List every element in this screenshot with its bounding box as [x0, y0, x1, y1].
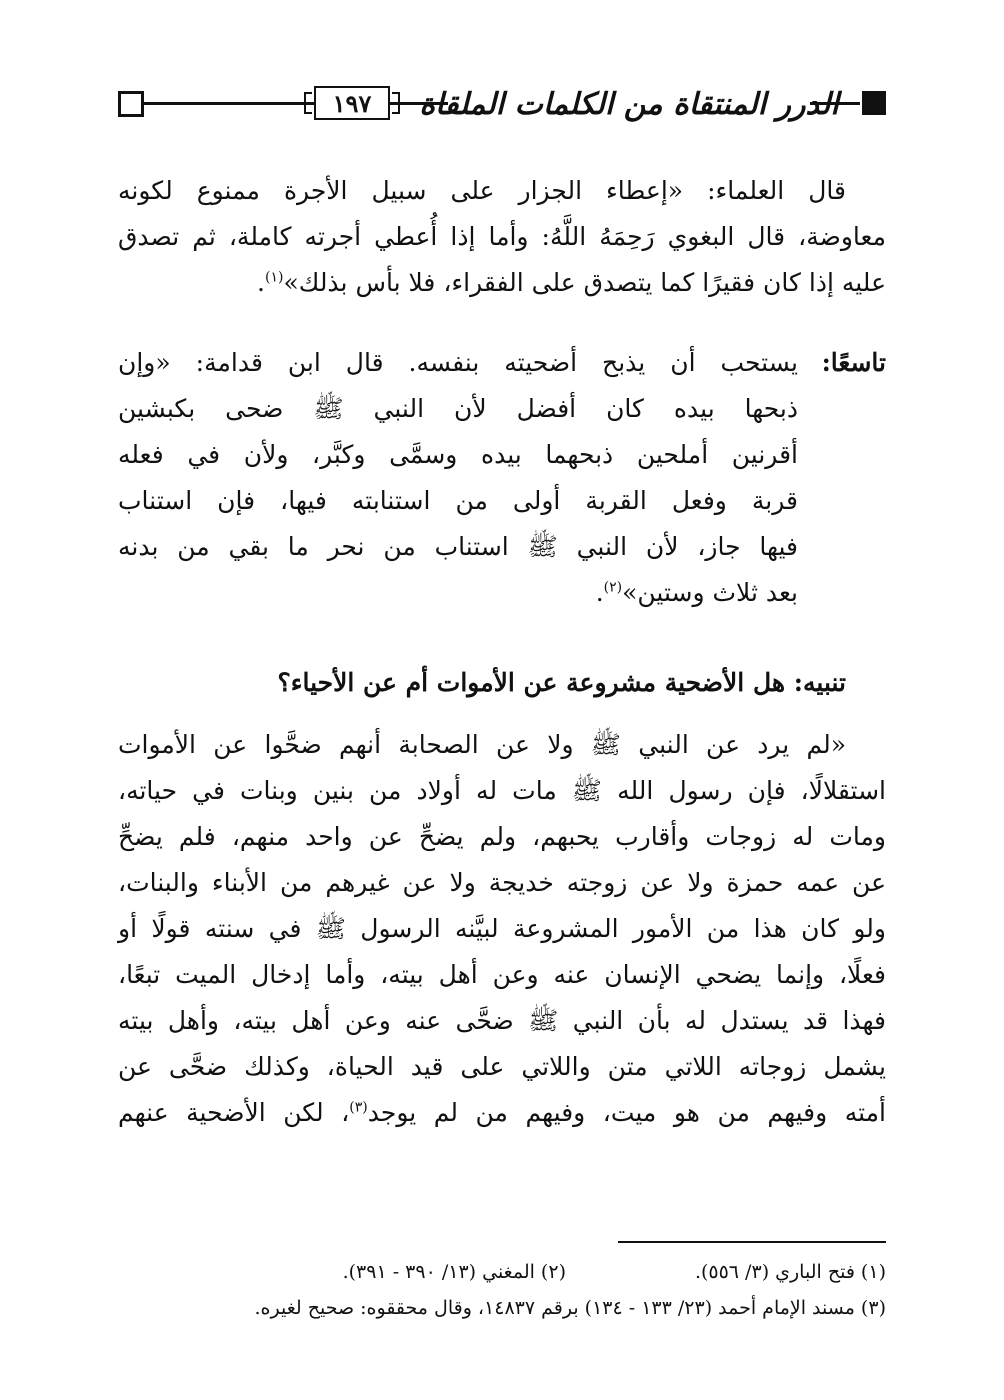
text-line: فهذا قد يستدل له بأن النبي ﷺ ضحَّى عنه وعن أهل بيته، وأهل بيته	[118, 1006, 886, 1035]
text-line: قربة وفعل القربة أولى من استنابته فيها، فإن استناب	[118, 486, 798, 515]
text-line: بعد ثلاث وستين»$^{(٢)}$.	[595, 578, 798, 607]
footnote-ref-2: (٢)	[603, 579, 623, 596]
text-line: ذبحها بيده كان أفضل لأن النبي ﷺ ضحى بكبشين	[118, 394, 798, 423]
footnote-ref-1: (١)	[264, 269, 284, 286]
section-label: تاسعًا:	[821, 348, 886, 377]
footnote-separator	[618, 1241, 886, 1243]
text-line: معاوضة، قال البغوي رَحِمَهُ اللَّهُ: وأما إذا أُعطي أجرته كاملة، ثم تصدق	[118, 222, 886, 251]
footnote-1: (١) فتح الباري (٣/ ٥٥٦).	[694, 1261, 886, 1283]
footnote-3: (٣) مسند الإمام أحمد (٢٣/ ١٣٣ - ١٣٤) برقم ١٤٨٣٧، وقال محققوه: صحيح لغيره.	[254, 1297, 886, 1319]
text-line: فيها جاز، لأن النبي ﷺ استناب من نحر ما بقي من بدنه	[118, 532, 798, 561]
header-rule-left	[138, 102, 314, 105]
text-line: فعلًا، وإنما يضحي الإنسان عنه وعن أهل بيته، وأما إدخال الميت تبعًا،	[118, 960, 886, 989]
paragraph-udhiya-dead	[118, 722, 886, 1136]
text-segment: ، لكن الأضحية عنهم	[118, 1098, 350, 1127]
page-number: ١٩٧	[314, 86, 390, 120]
footnote-ref-3: (٣)	[349, 1099, 368, 1116]
text-segment: بعد ثلاث وستين»	[622, 578, 798, 607]
footnote-row	[118, 1254, 886, 1290]
text-line: أقرنين أملحين ذبحهما بيده وسمَّى وكبَّر، ولأن في فعله	[118, 440, 798, 469]
section-body	[118, 340, 798, 616]
text-line: عن عمه حمزة ولا عن زوجته خديجة ولا عن غيرهم من الأبناء والبنات،	[118, 868, 886, 897]
header-square-filled	[862, 91, 886, 115]
text-line: يشمل زوجاته اللاتي متن واللاتي على قيد الحياة، وكذلك ضحَّى عن	[118, 1052, 886, 1081]
paragraph-jazzar	[118, 168, 886, 306]
book-title: الدرر المنتقاة من الكلمات الملقاة	[448, 82, 810, 126]
text-line	[118, 1090, 886, 1136]
text-segment: أمته وفيهم من هو ميت، وفيهم من لم يوجد	[367, 1098, 886, 1127]
footnotes	[118, 1254, 886, 1326]
header-square-outline	[118, 91, 144, 117]
page-header	[118, 82, 886, 126]
text-line: استقلالًا، فإن رسول الله ﷺ مات له أولاد من بنين وبنات في حياته،	[118, 776, 886, 805]
text-line: يستحب أن يذبح أضحيته بنفسه. قال ابن قدامة: «وإن	[118, 348, 798, 377]
heading-text: تنبيه: هل الأضحية مشروعة عن الأموات أم عن الأحياء؟	[277, 668, 846, 697]
text-line: ولو كان هذا من الأمور المشروعة لبيَّنه الرسول ﷺ في سنته قولًا أو	[118, 914, 886, 943]
text-segment: عليه إذا كان فقيرًا كما يتصدق على الفقراء، فلا بأس بذلك»	[283, 268, 886, 297]
text-line: عليه إذا كان فقيرًا كما يتصدق على الفقراء، فلا بأس بذلك»$^{(١)}$.	[257, 268, 886, 297]
footnote-2: (٢) المغني (١٣/ ٣٩٠ - ٣٩١).	[342, 1261, 566, 1283]
note-heading	[118, 660, 886, 706]
footnote-row	[118, 1290, 886, 1326]
text-line: قال العلماء: «إعطاء الجزار على سبيل الأجرة ممنوع لكونه	[118, 176, 846, 205]
text-line: ومات له زوجات وأقارب يحبهم، ولم يضحِّ عن واحد منهم، فلم يضحِّ	[118, 822, 886, 851]
text-line: «لم يرد عن النبي ﷺ ولا عن الصحابة أنهم ضحَّوا عن الأموات	[118, 730, 846, 759]
